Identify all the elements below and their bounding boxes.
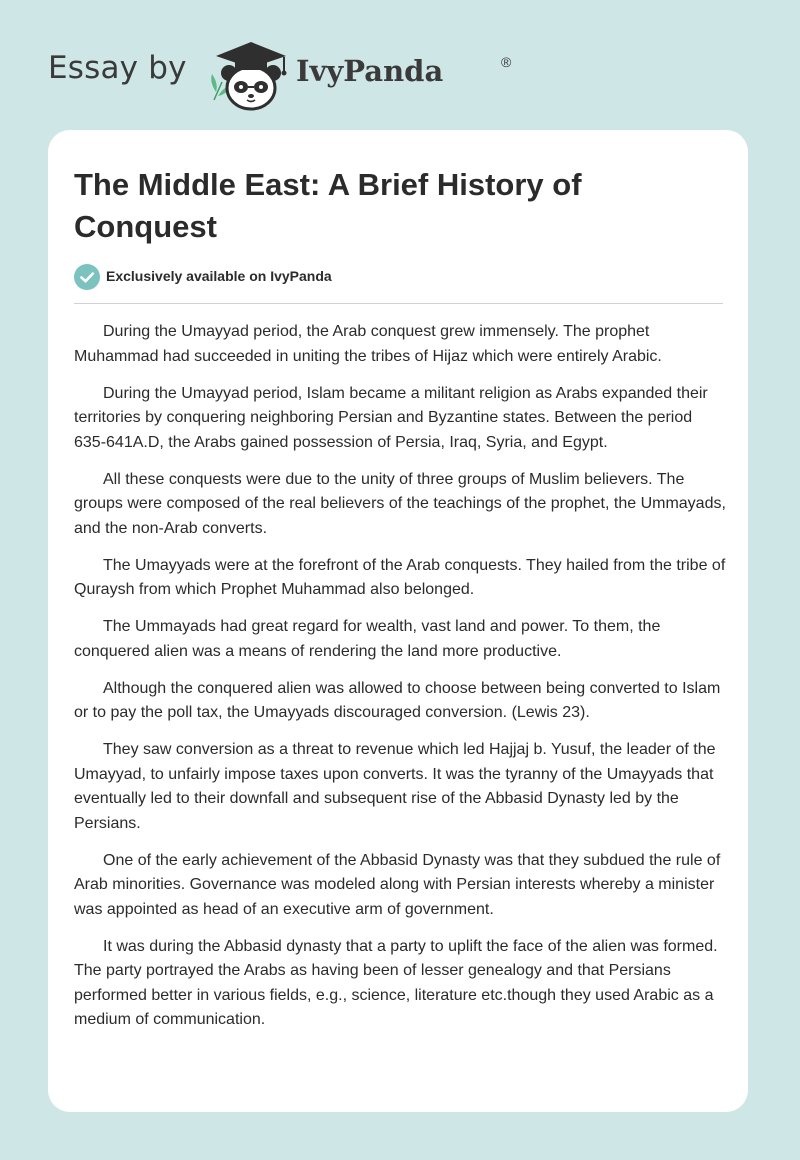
paragraph: The Ummayads had great regard for wealth, vast land and power. To them, the conquered alien was a means of rendering the land more productive. <box>74 618 661 660</box>
divider <box>74 303 723 304</box>
checkmark-circle-icon <box>74 264 100 290</box>
paragraph: It was during the Abbasid dynasty that a party to uplift the face of the alien was formed. The party portrayed the Arabs as having been of lesser genealogy and that Persians performed better in various fields, e.g., science, literature etc.though they used Arabic as a medium of communication. <box>74 937 718 1028</box>
essay-title: The Middle East: A Brief History of Conquest <box>74 167 582 244</box>
site-header <box>48 32 748 112</box>
brand-prefix: Essay by <box>48 50 187 86</box>
registered-mark: ® <box>501 54 512 70</box>
paragraph: One of the early achievement of the Abbasid Dynasty was that they subdued the rule of Arab minorities. Governance was modeled along with Persian interests whereby a minister was appointed as head of an executive arm of government. <box>74 851 721 918</box>
paragraph: The Umayyads were at the forefront of the Arab conquests. They hailed from the tribe of Quraysh from which Prophet Muhammad also belonged. <box>74 556 726 598</box>
essay-body <box>74 320 726 1045</box>
paragraph: Although the conquered alien was allowed to choose between being converted to Islam or to pay the poll tax, the Umayyads discouraged conversion. (Lewis 23). <box>74 679 721 721</box>
exclusive-label: Exclusively available on IvyPanda <box>106 268 332 284</box>
essay-card <box>48 130 748 1112</box>
paragraph: All these conquests were due to the unity of three groups of Muslim believers. The groups were composed of the real believers of the teachings of the prophet, the Ummayads, and the non-Arab converts. <box>74 470 726 537</box>
paragraph: During the Umayyad period, Islam became a militant religion as Arabs expanded their territories by conquering neighboring Persian and Byzantine states. Between the period 635-641A.D, the Arabs gained possession of Persia, Iraq, Syria, and Egypt. <box>74 384 708 451</box>
paragraph: During the Umayyad period, the Arab conquest grew immensely. The prophet Muhammad had succeeded in uniting the tribes of Hijaz which were entirely Arabic. <box>74 323 662 365</box>
panda-graduate-icon[interactable] <box>202 36 298 112</box>
brand-name[interactable]: IvyPanda <box>296 54 444 88</box>
paragraph: They saw conversion as a threat to revenue which led Hajjaj b. Yusuf, the leader of the Umayyad, to unfairly impose taxes upon converts. It was the tyranny of the Umayyads that eventually led to their downfall and subsequent rise of the Abbasid Dynasty led by the Persians. <box>74 741 716 832</box>
